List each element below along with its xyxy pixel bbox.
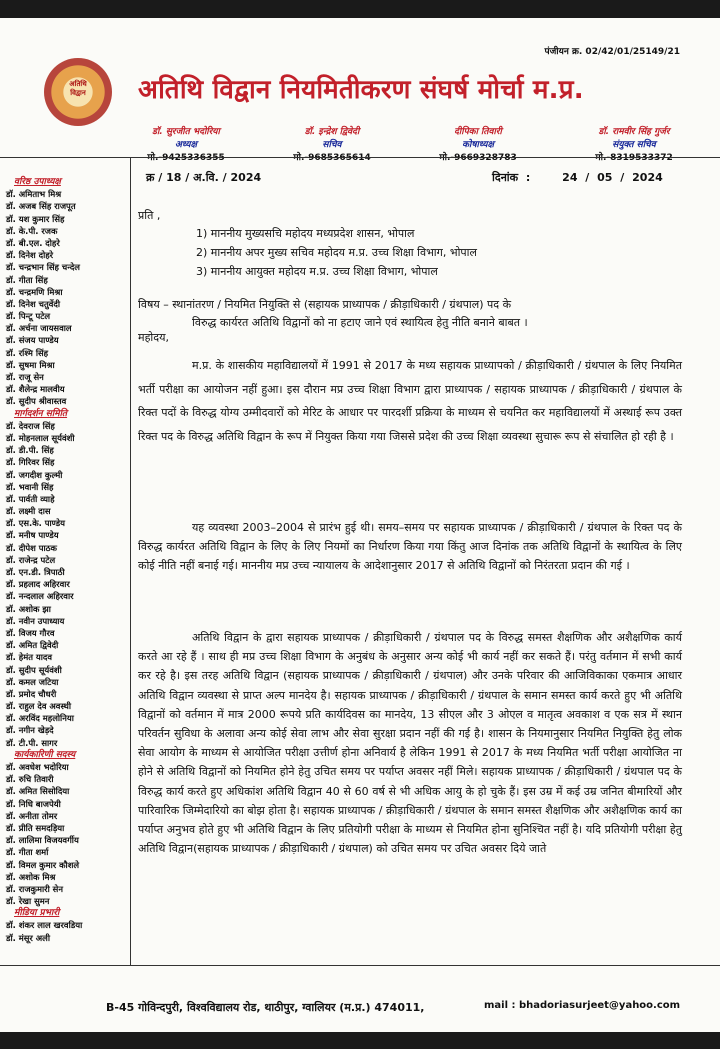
date-value: 24 / 05 / 2024 <box>562 171 663 184</box>
sidebar-member-name: डॉ. लालिमा विजयवर्गीय <box>6 835 79 846</box>
organization-title: अतिथि विद्वान नियमितीकरण संघर्ष मोर्चा म.प्र. <box>138 75 584 105</box>
sidebar-member-name: डॉ. रुचि तिवारी <box>6 774 54 785</box>
reference-number: क्र / 18 / अ.वि. / 2024 <box>146 171 262 184</box>
sidebar-member-name: डॉ. लक्ष्मी दास <box>6 506 51 517</box>
organization-logo <box>44 58 112 126</box>
sidebar-member-name: डॉ. दिनेश चतुर्वेदी <box>6 298 60 309</box>
addressee-item: 2) माननीय अपर मुख्य सचिव महोदय म.प्र. उच्च शिक्षा विभाग, भोपाल <box>196 246 477 259</box>
footer-divider <box>0 965 720 966</box>
sidebar-member-name: डॉ. नन्दलाल अहिरवार <box>6 591 74 602</box>
sidebar-member-name: डॉ. मोहनलाल सूर्यवंशी <box>6 432 75 443</box>
sidebar-section-heading: कार्यकारिणी सदस्य <box>14 749 76 760</box>
officer-treasurer <box>408 126 548 165</box>
sidebar-member-name: डॉ. कमल जटिया <box>6 676 59 687</box>
sidebar-member-name: डॉ. अजब सिंह राजपूत <box>6 201 76 212</box>
sidebar-member-name: डॉ. अरविंद महलोनिया <box>6 713 74 724</box>
date-label: दिनांक : <box>492 171 531 184</box>
sidebar-member-name: डॉ. शंकर लाल खरवडिया <box>6 920 83 931</box>
body-paragraph: यह व्यवस्था 2003–2004 से प्रारंभ हुई थी। समय–समय पर सहायक प्राध्यापक / क्रीड़ाधिकारी / ग्रंथपाल के रिक्त पद के विरुद्ध कार्यरत अतिथि विद्वान के लिए के लिए नियमों का निर्धारण किया गया किंतु आज दिनांक तक अतिथि विद्वानों के स्थायित्व के लिए कोई नीति नहीं बनाई गई। माननीय मप्र उच्च न्यायालय के आदेशानुसार 2017 से अतिथि विद्वानों को निरंतरता प्रदान की गई । <box>138 521 682 573</box>
officer-role: सचिव <box>322 140 342 150</box>
sidebar-member-name: डॉ. संजय पाण्डेय <box>6 335 59 346</box>
sidebar-member-name: डॉ. सुषमा मिश्रा <box>6 359 55 370</box>
sidebar-member-name: डॉ. प्रहलाद अहिरवार <box>6 579 70 590</box>
sidebar-member-name: डॉ. एन.डी. त्रिपाठी <box>6 567 65 577</box>
sidebar-member-name: डॉ. एस.के. पाण्डेय <box>6 518 65 529</box>
sidebar-member-name: डॉ. अर्चना जायसवाल <box>6 323 72 334</box>
officer-secretary <box>262 126 402 165</box>
sidebar-member-name: डॉ. दिनेश दोहरे <box>6 250 54 261</box>
addressee-item: 1) माननीय मुख्यसचि महोदय मध्यप्रदेश शासन, भोपाल <box>196 227 415 240</box>
officer-mobile: मो.-9425336355 <box>147 153 225 163</box>
sidebar-member-name: डॉ. अशोक झा <box>6 603 51 614</box>
sidebar-member-name: डॉ. विमल कुमार कौशले <box>6 859 80 870</box>
letter-subject <box>138 296 688 332</box>
sidebar-member-name: डॉ. अनीता तोमर <box>6 810 58 821</box>
body-paragraph: म.प्र. के शासकीय महाविद्यालयों में 1991 से 2017 के मध्य सहायक प्राध्यापको / क्रीड़ाधिकारी / ग्रंथपाल के लिए नियमित भर्ती परीक्षा का आयोजन नहीं हुआ। इस दौरान मप्र उच्च शिक्षा विभाग द्वारा प्राध्यापक / सहायक प्राध्यापक / क्रीड़ाधिकारी / ग्रंथपाल के रिक्त पदों के विरुद्ध योग्य उम्मीदवारों को मेरिट के आधार पर पारदर्शी प्रक्रिया के माध्यम से चयनित कर महाविद्यालयों में अस्थाई रूप उक्त रिक्त पद के विरुद्ध अतिथि विद्वान के रूप में नियुक्त किया गया जिससे प्रदेश की उच्च शिक्षा व्यवस्था सुचारू रूप से संचालित हो रही है । <box>138 359 682 443</box>
sidebar-member-name: डॉ. दीपेश पाठक <box>6 542 57 553</box>
sidebar-member-name: डॉ. अशोक मिश्र <box>6 871 56 882</box>
sidebar-member-name: डॉ. गीता शर्मा <box>6 847 49 858</box>
body-paragraph: अतिथि विद्वान के द्वारा सहायक प्राध्यापक / क्रीड़ाधिकारी / ग्रंथपाल पद के विरुद्ध समस्त शैक्षणिक और अशैक्षणिक कार्य करते आ रहे हैं । साथ ही मप्र उच्च शिक्षा विभाग के अनुबंध के अनुसार अन्य कोई भी कार्य नहीं कर सकते हैं। परंतु वर्तमान में सभी कार्य कर रहे है। इस तरह अतिथि विद्वान (सहायक प्राध्यापक / क्रीड़ाधिकारी / ग्रंथपाल) और उनके परिवार की आजिविकाका एकमात्र आधार अतिथि विद्वान व्यवस्था से प्राप्त अल्प मानदेय है। सहायक प्राध्यापक / क्रीड़ाधिकारी / ग्रंथपाल के समान समस्त कार्य करते हुए भी अतिथि विद्वानों को वर्तमान में मात्र 2000 रूपये प्रति कार्यदिवस का मानदेय, 13 सीएल और 3 ओएल व मातृत्व अवकाश व एक सत्र में स्थान परिवर्तन सुविधा के अलावा अन्य कोई सेवा लाभ और सेवा सुरक्षा प्रदान नहीं की गई है। शासन के नियमानुसार नियमित नियुक्ति हेतु लोक सेवा आयोग के माध्यम से आयोजित परीक्षा उत्तीर्ण होना अनिवार्य है लेकिन 1991 से 2017 के मध्य नियमित भर्ती परीक्षा आयोजित ना होने से अतिथि विद्वानों को नियमित होने हेतु उचित समय पर पर्याप्त अवसर नहीं मिले। सहायक प्राध्यापक / क्रीड़ाधिकारी / ग्रंथपाल पद के विरुद्ध कार्य करते हुए अधिकांश अतिथि विद्वान 40 से 60 वर्ष से भी अधिक आयु के हो चुके हैं। इस उम्र में कई उम्र जनित बीमारियों और पारिवारिक जिम्मेदारियो का बोझ होता है। सहायक प्राध्यापक / क्रीड़ाधिकारी / ग्रंथपाल के समान समस्त शैक्षणिक और अशैक्षणिक कार्य का पर्याप्त अनुभव होते हुए भी अतिथि विद्वान के लिए प्रतियोगी परीक्षा के माध्यम से नियमित होना सुनिश्चित नहीं है। यदि प्रतियोगी परीक्षा हेतु अतिथि विद्वान(सहायक प्राध्यापक / क्रीड़ाधिकारी / ग्रंथपाल) को उचित समय पर उचित अवसर दिये जाते <box>138 631 682 856</box>
sidebar-member-name: डॉ. सुदीप सूर्यवंशी <box>6 664 62 675</box>
member-sidebar <box>6 176 128 944</box>
addressee-item: 3) माननीय आयुक्त महोदय म.प्र. उच्च शिक्षा विभाग, भोपाल <box>196 265 438 278</box>
footer-address: B-45 गोविन्दपुरी, विश्वविद्यालय रोड, थाठीपुर, ग्वालियर (म.प्र.) 474011, <box>106 1001 425 1014</box>
addressee-list <box>196 224 477 281</box>
sidebar-section-heading: मार्गदर्शन समिति <box>14 408 68 419</box>
sidebar-member-name: डॉ. पार्वती व्याहे <box>6 493 55 504</box>
sidebar-member-name: डॉ. राहुल देव अवस्थी <box>6 701 72 712</box>
officer-name: डॉ. रामवीर सिंह गुर्जर <box>598 127 670 137</box>
sidebar-member-name: डॉ. बी.एल. दोहरे <box>6 237 60 248</box>
sidebar-member-name: डॉ. अमित द्विवेदी <box>6 640 59 651</box>
sidebar-member-name: डॉ. हेमंत यादव <box>6 652 53 663</box>
sidebar-member-name: डॉ. रेखा सुमन <box>6 896 50 907</box>
sidebar-member-name: डॉ. मंसूर अली <box>6 932 51 943</box>
officer-mobile: मो.-8319533372 <box>595 153 673 163</box>
sidebar-member-name: डॉ. अमिताभ मिश्र <box>6 189 62 200</box>
salutation: महोदय, <box>138 331 169 344</box>
sidebar-member-name: डॉ. शैलेन्द्र मालवीय <box>6 384 65 395</box>
sidebar-member-name: डॉ. चन्द्रमणि मिश्रा <box>6 286 63 297</box>
recipient-heading: प्रति , <box>138 209 161 222</box>
sidebar-member-name: डॉ. चन्द्रभान सिंह चन्देल <box>6 262 80 273</box>
sidebar-member-name: डॉ. यश कुमार सिंह <box>6 213 65 224</box>
sidebar-member-name: डॉ. मनीष पाण्डेय <box>6 530 59 541</box>
sidebar-member-name: डॉ. सुदीप श्रीवास्तव <box>6 396 67 407</box>
officer-role: कोषाध्यक्ष <box>462 140 494 150</box>
sidebar-member-name: डॉ. राजकुमारी सेन <box>6 883 63 894</box>
sidebar-member-name: डॉ. रश्मि सिंह <box>6 347 49 358</box>
officer-mobile: मो.-9669328783 <box>439 153 517 163</box>
sidebar-member-name: डॉ. राजेन्द्र पटेल <box>6 554 56 565</box>
sidebar-member-name: डॉ. नगीन खेड़दे <box>6 725 54 736</box>
subject-line: विरुद्ध कार्यरत अतिथि विद्वानों को ना हटाए जाने एवं स्थायित्व हेतु नीति बनाने बाबत । <box>192 316 528 329</box>
officer-joint-secretary <box>564 126 704 165</box>
sidebar-member-name: डॉ. देवराज सिंह <box>6 420 55 431</box>
sidebar-member-name: डॉ. अवधेश भदोरिया <box>6 762 69 772</box>
officer-president <box>116 126 256 165</box>
officer-name: डॉ. सुरजीत भदोरिया <box>152 127 220 137</box>
sidebar-member-name: डॉ. गीता सिंह <box>6 274 48 285</box>
subject-line: विषय – स्थानांतरण / नियमित नियुक्ति से (सहायक प्राध्यापक / क्रीड़ाधिकारी / ग्रंथपाल) पद के <box>138 298 512 311</box>
logo-text: अतिथि विद्वान <box>69 80 87 97</box>
letter-date <box>492 170 663 185</box>
footer-email: mail : bhadoriasurjeet@yahoo.com <box>484 1000 681 1011</box>
sidebar-member-name: डॉ. नवीन उपाध्याय <box>6 615 65 626</box>
officer-role: संयुक्त सचिव <box>612 140 656 150</box>
sidebar-member-name: डॉ. प्रमोद चौधरी <box>6 688 57 699</box>
sidebar-member-name: डॉ. भवानी सिंह <box>6 481 54 492</box>
sidebar-section-heading: वरिष्ठ उपाध्यक्ष <box>14 177 61 187</box>
sidebar-member-name: डॉ. गिरिवर सिंह <box>6 457 55 468</box>
sidebar-member-name: डॉ. डी.पी. सिंह <box>6 445 54 456</box>
sidebar-member-name: डॉ. राजू सेन <box>6 372 44 382</box>
sidebar-member-name: डॉ. जगदीश कुल्मी <box>6 469 63 480</box>
sidebar-section-heading: मीडिया प्रभारी <box>14 908 60 919</box>
sidebar-member-name: डॉ. निधि बाजपेयी <box>6 798 61 809</box>
sidebar-member-name: डॉ. अमित सिसोदिया <box>6 786 70 797</box>
officer-name: दीपिका तिवारी <box>454 127 502 137</box>
officer-mobile: मो.-9685365614 <box>293 153 371 163</box>
sidebar-member-name: डॉ. के.पी. रजक <box>6 225 58 236</box>
sidebar-member-name: डॉ. पिन्टू पटेल <box>6 311 51 322</box>
officer-name: डॉ. इन्द्रेश द्विवेदी <box>304 127 360 137</box>
sidebar-member-name: डॉ. प्रीति समदड़िया <box>6 822 65 833</box>
registration-number: पंजीयन क्र. 02/42/01/25149/21 <box>544 47 680 57</box>
sidebar-member-name: डॉ. विजय गौरव <box>6 627 55 638</box>
sidebar-member-name: डॉ. टी.पी. सागर <box>6 737 58 748</box>
officer-role: अध्यक्ष <box>175 140 197 150</box>
